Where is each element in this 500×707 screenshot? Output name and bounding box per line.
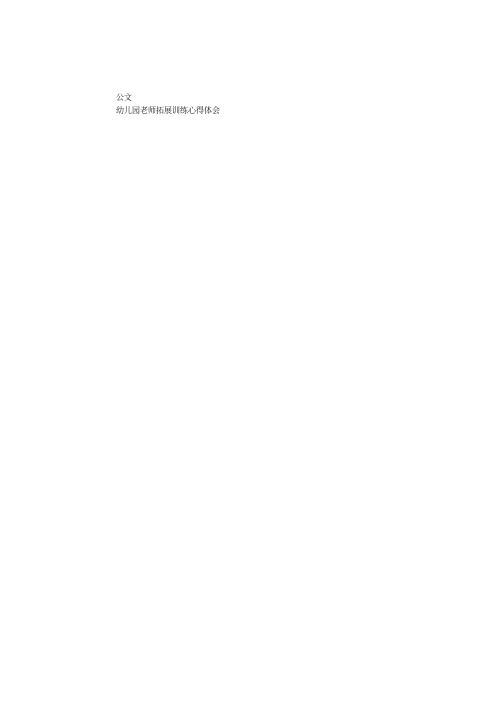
- document-title: 幼儿园老师拓展训练心得体会: [116, 106, 220, 115]
- document-label: 公文: [116, 93, 132, 102]
